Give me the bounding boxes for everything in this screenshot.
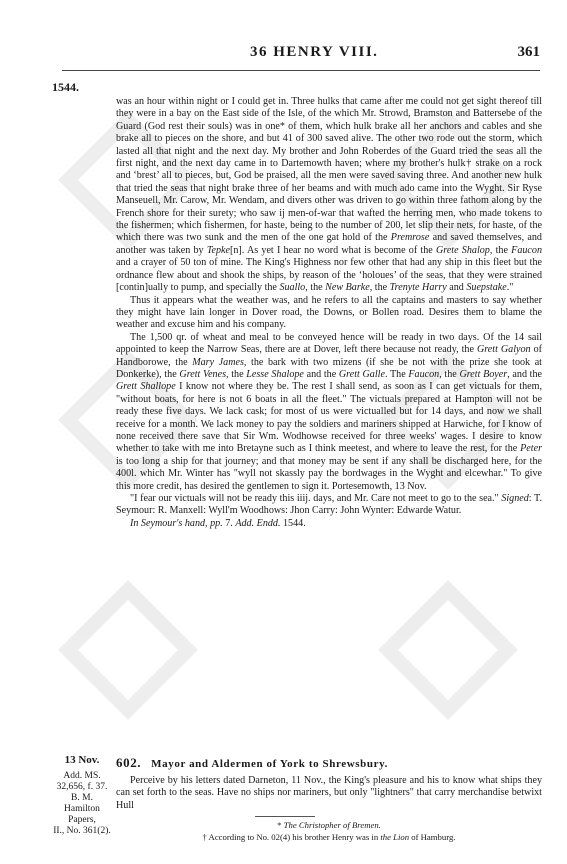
entry-text [116,775,542,812]
entry-paragraph: Perceive by his letters dated Darneton, 11 Nov., the King's pleasure and his to know what ships they can set forth to the seas. Have no ships nor mariners, but only "lightners" that carry merchandise betwixt Hull [116,775,542,811]
margin-ref-line: Papers, [68,815,96,825]
footnote-1: * The Christopher of Bremen. [277,820,381,830]
entry-heading [116,755,542,771]
year-label: 1544. [52,80,79,94]
main-text [116,96,542,530]
header-rule [62,70,540,71]
running-header-title: 36 HENRY VIII. [250,44,379,60]
paragraph-2: Thus it appears what the weather was, and he refers to all the captains and masters to say whether they might have lain longer in Dover road, the Downs, or Bollen road. Desires them to blame the weather and excuse him and his company. [116,294,542,331]
paragraph-4: "I fear our victuals will not be ready this iiij. days, and Mr. Care not meet to go to the sea." Signed: T. Seymour: R. Manxell: Wyll'm Woodhows: Jhon Carry: John Wynter: Edwarde Watur. [116,493,542,517]
footnote-2: † According to No. 02(4) his brother Henry was in the Lion of Hamburg. [202,832,456,842]
margin-ref-line: 32,656, f. 37. [56,782,108,792]
entry-number: 602. [116,755,142,770]
page-number: 361 [517,44,540,60]
entry-date: 13 Nov. [64,754,100,766]
paragraph-5: In Seymour's hand, pp. 7. Add. Endd. 1544. [130,517,306,529]
margin-note [52,755,112,837]
paragraph-3: The 1,500 qr. of wheat and meal to be conveyed hence will be ready in two days. Of the 14 sail appointed to keep the Narrow Seas, there are at Dover, left there because not ready, the Grett Galyon of Handborowe, the Mary James, the bark with two mizens (if she be not with the prize she took at Donkerke), the Grett Venes, the Lesse Shalope and the Grett Galle. The Faucon, the Grett Boyer, and the Grett Shallope I know not where they be. The rest I shall send, as soon as I can get victuals for them, "without boats, for here is not 6 boats in all the fleet." The victuals prepared at Hampton will not be ready these five days. We lack cask; for most of us were victualled but for 14 days, and now we shall receive for a month. We lack money to pay the soldiers and mariners shipped at Harwiche, for I know of none received there save that Sir Wm. Wodhowse received for three weeks' wages. I desire to know whether to take with me into Bretayne such as I think meetest, and where to leave the rest, for the Peter is too long a ship for that journey; and that money may be sent if any shall be discharged here, for the 400l. which Mr. Winter has "wyll not skassly pay the bordwages in the Wyght and elcewhar." To give this more credit, has desired the gentlemen to sign it. Portesemowth, 13 Nov. [116,331,543,492]
entry-title: Mayor and Aldermen of York to Shrewsbury. [151,758,388,770]
margin-ref-line: B. M. [71,793,93,803]
footnote-rule [255,816,315,817]
margin-ref-line: II., No. 361(2). [53,826,111,836]
paragraph-1: was an hour within night or I could get in. Three hulks that came after me could not get sight thereof till they were in a bay on the East side of the Isle, of the which Mr. Strowd, Bramston and Battersebe of the Guard (God rest their souls) was in one* of them, which hulk brake all her anchors and cables and she brake all to pieces on the shore, and but 41 of 300 saved alive. The other two rode out the storm, which lasted all that night and the next day. My brother and John Roberdes of the Guard tried the seas all the first night, and the next day came in to Dartemowth haven; where my brother's hulk† strake on a rock and ‘brest’ all to pieces, but, God be praised, all the men were saved saving three. And another new hulk that tried the seas that night brake three of her beams and with much ado came into the Wyght. Sir Ryse Manseuell, Mr. Carow, Mr. Wendam, and divers other was driven to go within three fathom along by the French shore for their surety; who saw ij men-of-war that wafted the herring men, who made tokens to the fishermen; which fishermen, for haste, being to the number of 200, let slip their nets, for haste, of the which there was two sunk and the men of the one gat hold of the Premrose and saved themselves, and another was taken by Tepke[n]. As yet I hear no word what is become of the Grete Shalop, the Faucon and a crayer of 50 ton of mine. The King's Highness nor few other that had any ship in this fleet but the ordnance flew about and shook the ships, by reason of the ‘holoues’ of the seas, that they were strained [contin]ually to pump, and specially the Suallo, the New Barke, the Trenyte Harry and Suepstake." [116,96,542,294]
margin-ref-line: Hamilton [64,804,100,814]
margin-ref-line: Add. MS. [63,771,101,781]
